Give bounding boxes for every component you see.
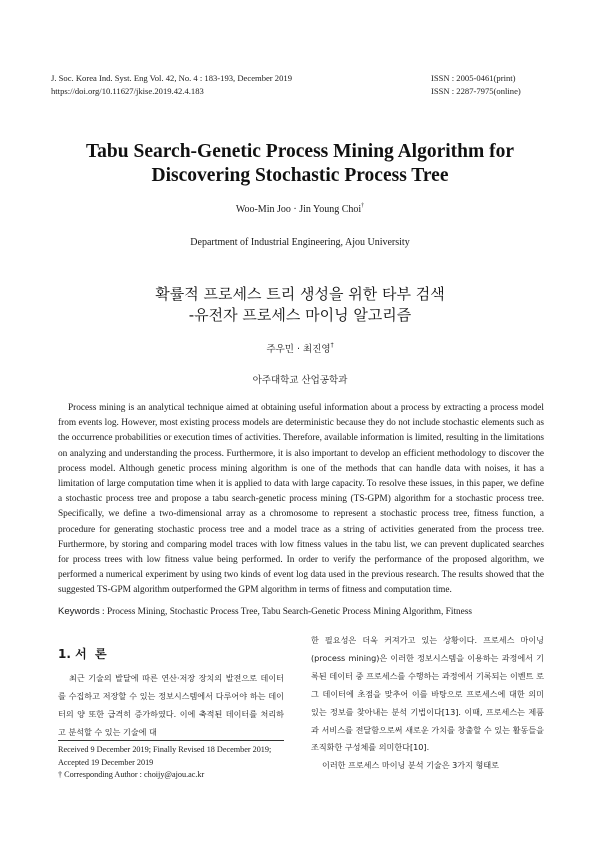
paper-title-en <box>40 140 560 188</box>
journal-header-left <box>51 72 292 97</box>
footnote-divider <box>58 740 284 741</box>
paper-title-kr <box>40 284 560 326</box>
keywords-label: Keywords <box>58 606 100 617</box>
intro-paragraph-1: 한 필요성은 더욱 커져가고 있는 상황이다. 프로세스 마이닝(process mining)은 이러한 정보시스템을 이용하는 과정에서 기록된 데이터 중 프로세스를 수행하는 과정에서 기록되는 이벤트 로그 데이터에 초점을 맞추어 이를 바탕으로 프로세스에 대한 의미 있는 정보를 찾아내는 분석 기법이다[13]. 이때, 프로세스는 제품과 서비스를 전달함으로써 새로운 가치를 창출할 수 있는 활동들을 조직화한 구성체를 의미한다[10]. <box>311 635 544 753</box>
paper-title-en-line2: Discovering Stochastic Process Tree <box>151 165 449 186</box>
abstract: Process mining is an analytical technique aimed at obtaining useful information about a process by extracting a process model from events log. However, most existing process models are deterministic because they do not include stochastic elements such as the occurrence probabilities or execution times of activities. Therefore, available information is limited, resulting in the limitations on analyzing and understanding the process. Furthermore, it is also important to develop an efficient methodology to discover the process model. Although genetic process mining algorithm is one of the methods that can handle data with noises, it has a limitation of large computation time when it is applied to data with large capacity. To resolve these issues, in this paper, we define a stochastic process tree and propose a tabu search-genetic process mining (TS-GPM) algorithm for a stochastic process tree. Specifically, we define a two-dimensional array as a chromosome to represent a stochastic process tree, fitness function, a procedure for generating stochastic process tree and a model trace as a string of activities generated from the process tree. Furthermore, by storing and comparing model traces with low fitness values in the tabu list, we can prevent duplicated searches for process trees with low fitness value being performed. In order to verify the performance of the proposed algorithm, we performed a numerical experiment by using two kinds of event log data used in the previous research. The results showed that the suggested TS-GPM algorithm outperformed the GPM algorithm in terms of fitness and computation time. <box>58 403 544 596</box>
accepted-date: Accepted 19 December 2019 <box>58 757 154 767</box>
intro-right-column <box>311 632 544 775</box>
issn-print: ISSN : 2005-0461(print) <box>431 73 516 83</box>
journal-citation: J. Soc. Korea Ind. Syst. Eng Vol. 42, No. 4 : 183-193, December 2019 <box>51 73 292 83</box>
authors-kr <box>0 341 600 355</box>
author-names-en: Woo-Min Joo · Jin Young Choi <box>235 204 362 215</box>
doi-link[interactable]: https://doi.org/10.11627/jkise.2019.42.4.183 <box>51 85 204 96</box>
keywords-separator: : <box>99 607 107 617</box>
keywords <box>58 606 544 617</box>
section-heading-introduction: 1. 서 론 <box>58 647 107 661</box>
issn-online: ISSN : 2287-7975(online) <box>431 85 521 96</box>
received-date: Received 9 December 2019; Finally Revised 18 December 2019; <box>58 745 272 754</box>
affiliation-kr: 아주대학교 산업공학과 <box>252 375 348 386</box>
corresponding-mark-kr: † <box>330 342 334 349</box>
affiliation-en: Department of Industrial Engineering, Ajou University <box>190 237 410 248</box>
keywords-text: Process Mining, Stochastic Process Tree, Tabu Search-Genetic Process Mining Algorithm, Fitness <box>106 607 473 617</box>
footnotes <box>58 744 284 782</box>
intro-paragraph-2: 이러한 프로세스 마이닝 분석 기술은 3가지 형태로 <box>322 760 499 771</box>
author-names-kr: 주우민 · 최진영 <box>266 344 331 355</box>
journal-header-right <box>431 72 521 97</box>
paper-title-en-line1: Tabu Search-Genetic Process Mining Algorithm for <box>85 141 515 162</box>
paper-title-kr-line1: 확률적 프로세스 트리 생성을 위한 타부 검색 <box>155 285 445 303</box>
intro-left-column: 최근 기술의 발달에 따른 연산·저장 장치의 발전으로 데이터를 수집하고 저장할 수 있는 정보시스템에서 다루어야 하는 데이터의 양 또한 급격히 증가하였다. 이에 축적된 데이터를 처리하고 분석할 수 있는 기술에 대 <box>58 673 284 737</box>
corresponding-author: † Corresponding Author : choijy@ajou.ac.kr <box>58 770 205 779</box>
corresponding-mark-en: † <box>361 203 365 209</box>
paper-title-kr-line2: -유전자 프로세스 마이닝 알고리즘 <box>188 306 412 324</box>
authors-en <box>0 203 600 215</box>
